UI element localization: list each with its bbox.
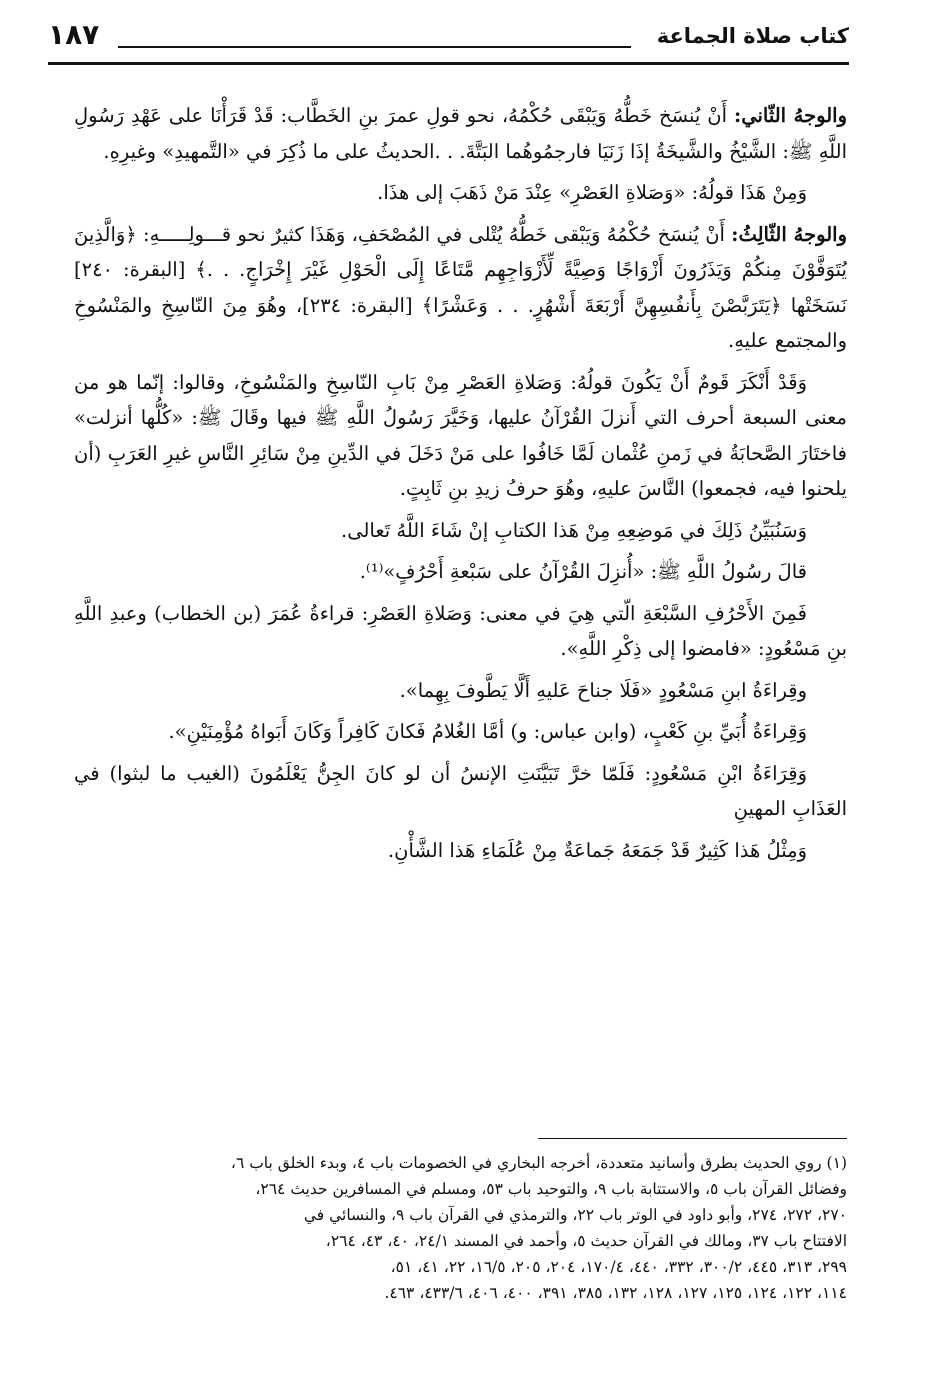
paragraph-lead: والوجهُ الثّالِثُ: — [731, 222, 848, 246]
paragraph-text: وَقَدْ أَنْكَرَ قَومٌ أَنْ يَكُونَ قولُهُ: وَصَلاةِ العَصْرِ مِنْ بَابِ النّاسِخِ والمَنْسُوخِ، وقالوا: إنّما هو من معنى السبعة أحرف التي أَنزلَ القُرْآنُ عليها، وَخَيَّرَ رَسُولُ اللَّهِ ﷺ فيها وقَالَ ﷺ: «كُلُّها أنزلت» فاختَارَ الصَّحابَةُ في زَمنِ عُثْمان لَمَّا خَافُوا على مَنْ دَخَلَ في الدِّينِ مِنْ سَائِرِ النَّاسِ غيرِ العَرَبِ (أن يلحنوا فيه، فجمعوا) النَّاسَ عليهِ، وهُوَ حرفُ زيدِ بنِ ثَابِتٍ. — [74, 370, 847, 500]
paragraph-text: وَسَنُبَيِّنُ ذَلِكَ في مَوضِعِهِ مِنْ هَذا الكتابِ إنْ شَاءَ اللَّهُ تَعالى. — [341, 518, 807, 542]
paragraph — [74, 98, 847, 169]
paragraph — [74, 554, 847, 590]
paragraph — [74, 714, 847, 750]
header-rule — [118, 46, 631, 48]
paragraph — [74, 365, 847, 507]
main-text — [74, 98, 847, 874]
footnote-line: ٢٩٩، ٣١٣، ٤٤٥، ٣٠٠/٢، ٣٣٢، ٤٤٠، ١٧٠/٤، ٢٠٤، ٢٠٥، ١٦/٥، ٢٢، ٤١، ٥١، — [390, 1258, 847, 1276]
paragraph-text: وَقِراءَةُ أُبَيِّ بنِ كَعْبٍ، (وابن عباس: و) أمَّا الغُلامُ فَكانَ كَافِراً وَكَانَ أَبَواهُ مُؤْمِنَيْنِ». — [168, 720, 807, 743]
paragraph — [74, 513, 847, 549]
paragraph-text: أَنْ يُنسَخ حُكْمُهُ وَيَبْقى خَطُّهُ يُتْلى في المُصْحَفِ، وَهَذَا كثيرٌ نحو قـــولِـــــهِ: ﴿وَالَّذِينَ يُتَوَفَّوْنَ مِنكُمْ وَيَذَرُونَ أَزْوَاجًا وَصِيَّةً لِّأَزْوَاجِهِم مَّتَاعًا إِلَى الْحَوْلِ غَيْرَ إِخْرَاجٍ. . .﴾ [البقرة: ٢٤٠] نَسَخَتْها ﴿يَتَرَبَّصْنَ بِأَنفُسِهِنَّ أَرْبَعَةَ أَشْهُرٍ. . . وَعَشْرًا﴾ [البقرة: ٢٣٤]، وهُوَ مِنَ النّاسِخِ والمَنْسُوخِ والمجتمع عليهِ. — [74, 222, 847, 352]
paragraph — [74, 596, 847, 667]
paragraph — [74, 833, 847, 869]
paragraph — [74, 756, 847, 827]
paragraph-text: وَمِثْلُ هَذا كَثِيرٌ قَدْ جَمَعَهُ جَماعَةٌ مِنْ عُلَمَاءِ هَذا الشَّأْنِ. — [387, 838, 807, 862]
paragraph-text: أَنْ يُنسَخ خَطُّهُ وَيَبْقَى حُكْمُهُ، نحو قولِ عمرَ بنِ الخَطَّاب: قَدْ قَرَأْنَا على عَهْدِ رَسُولِ اللَّهِ ﷺ: الشَّيْخُ والشَّيخَةُ إذَا زَنَيَا فارجمُوهُما البَتَّةَ. . .الحديثُ على ما ذُكِرَ في «التَّمهيدِ» وغيرِهِ. — [74, 104, 847, 163]
footnote-separator — [538, 1138, 847, 1139]
paragraph-text: فَمِنَ الأَحْرُفِ السَّبْعَةِ الّتي هِيَ في معنى: وَصَلاةِ العَصْرِ: قراءةُ عُمَرَ (بن الخطاب) وعبدِ اللَّهِ بنِ مَسْعُودٍ: «فامضوا إلى ذِكْرِ اللَّهِ». — [74, 601, 847, 660]
paragraph-text: قالَ رسُولُ اللَّهِ ﷺ: «أُنزِلَ القُرْآنُ على سَبْعةِ أَحْرُفٍ»⁽¹⁾. — [359, 560, 807, 583]
footnote-line: ١١٤، ١٢٢، ١٢٤، ١٢٥، ١٢٧، ١٢٨، ١٣٢، ٣٨٥، ٣٩١، ٤٠٠، ٤٠٦، ٤٣٣/٦، ٤٦٣. — [384, 1284, 847, 1302]
footnote-line: ٢٧٠، ٢٧٢، ٢٧٤، وأبو داود في الوتر باب ٢٢، والترمذي في القرآن باب ٩، والنسائي في — [303, 1206, 847, 1224]
paragraph-lead: والوجهُ الثّاني: — [734, 104, 847, 127]
footnote-line: (١) روي الحديث بطرق وأسانيد متعددة، أخرجه البخاري في الخصومات باب ٤، وبدء الخلق باب ٦، — [230, 1154, 847, 1172]
paragraph-text: وقِراءَةُ ابنِ مَسْعُودٍ «فَلَا جناحَ عَليهِ أَلَّا يَطَّوفَ بِهِما». — [399, 678, 807, 702]
footnote-line: الافتتاح باب ٣٧، ومالك في القرآن حديث ٥، وأحمد في المسند ٢٤/١، ٤٠، ٤٣، ٢٦٤، — [325, 1232, 847, 1250]
paragraph-text: وَمِنْ هَذَا قولُهُ: «وَصَلاةِ العَصْرِ» عِنْدَ مَنْ ذَهَبَ إلى هذَا. — [377, 181, 807, 204]
footnote-line: وفضائل القرآن باب ٥، والاستتابة باب ٩، والتوحيد باب ٥٣، ومسلم في المسافرين حديث ٢٦٤، — [255, 1180, 847, 1198]
chapter-title: كتاب صلاة الجماعة — [656, 24, 849, 48]
page-number: ١٨٧ — [48, 18, 100, 51]
page-header — [48, 14, 849, 62]
paragraph — [74, 217, 847, 359]
footnotes — [74, 1150, 847, 1306]
paragraph — [74, 673, 847, 709]
header-divider — [48, 62, 849, 65]
paragraph-text: وَقِرَاءَةُ ابْنِ مَسْعُودٍ: فَلَمّا خرَّ تَبَيَّنَتِ الإنسُ أن لو كانَ الجِنُّ يَعْلَمُونَ (الغيب ما لبثوا) في العَذَابِ المهينِ — [74, 761, 847, 820]
paragraph — [74, 175, 847, 211]
